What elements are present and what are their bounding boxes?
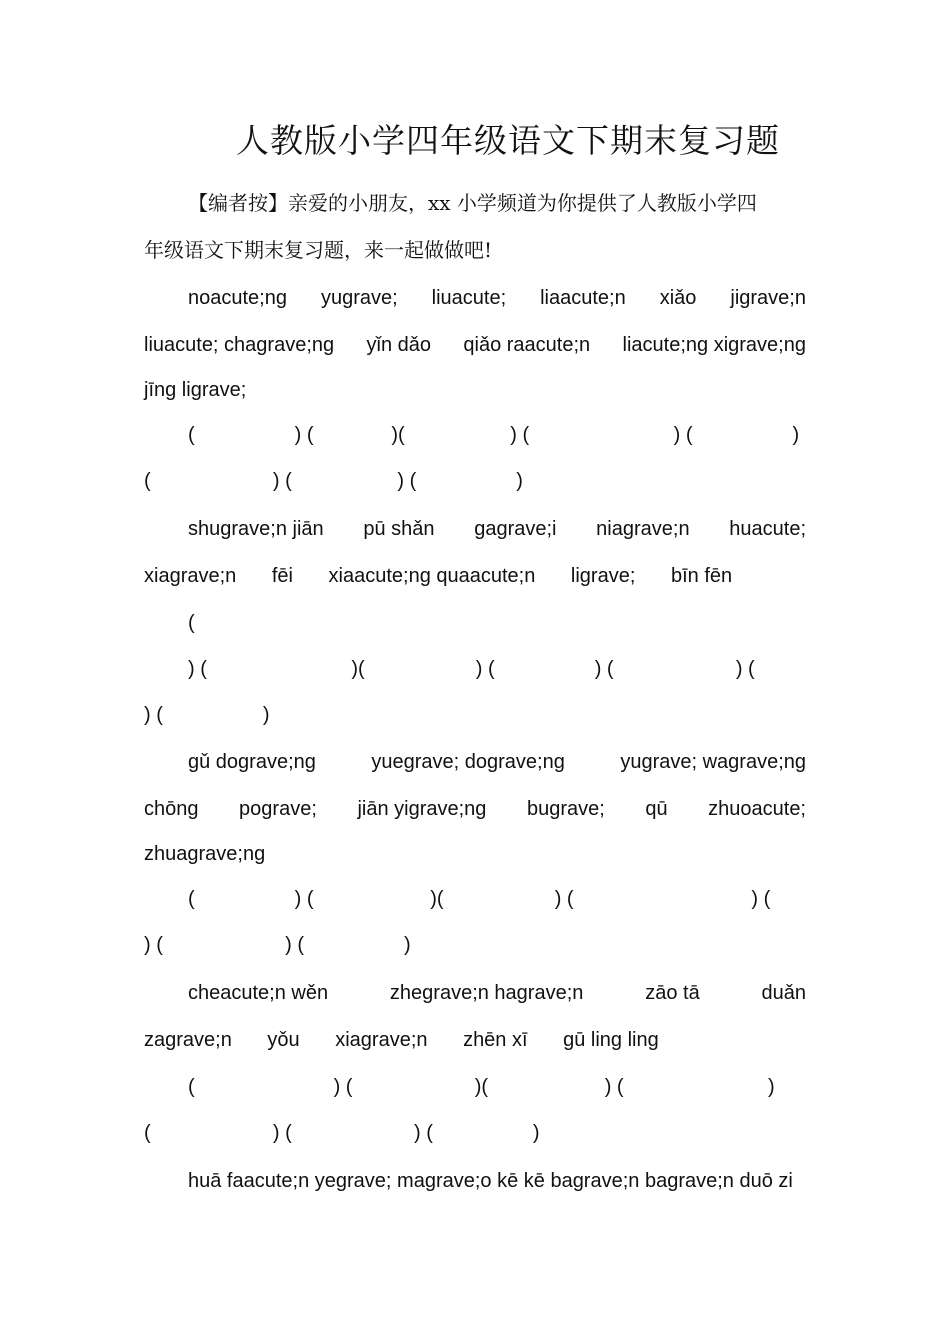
pinyin-word: zagrave;n bbox=[144, 1029, 232, 1051]
pinyin-line: huā faacute;n yegrave; magrave;o kē kē bagrave;n bagrave;n duō zi bbox=[188, 1170, 793, 1192]
pinyin-word: jīng ligrave; bbox=[144, 379, 247, 401]
pinyin-line bbox=[144, 283, 806, 313]
pinyin-word: yugrave; wagrave;ng bbox=[620, 751, 806, 773]
pinyin-word: yugrave; bbox=[320, 287, 398, 309]
pinyin-word: pograve; bbox=[239, 798, 317, 820]
pinyin-word: gū ling ling bbox=[563, 1029, 659, 1051]
pinyin-word: zhēn xī bbox=[463, 1029, 528, 1051]
pinyin-word: yǒu bbox=[267, 1029, 300, 1051]
pinyin-line bbox=[144, 794, 806, 824]
pinyin-word: pū shǎn bbox=[363, 518, 435, 540]
pinyin-word: jiān yigrave;ng bbox=[357, 798, 487, 820]
pinyin-word: zhuagrave;ng bbox=[144, 843, 266, 865]
pinyin-word: bugrave; bbox=[526, 798, 605, 820]
page-title: 人教版小学四年级语文下期末复习题 bbox=[236, 121, 780, 160]
pinyin-word: yuegrave; dograve;ng bbox=[371, 751, 565, 773]
pinyin-word: qiǎo raacute;n bbox=[463, 334, 591, 356]
pinyin-word: xiǎo bbox=[659, 287, 697, 309]
pinyin-word: liuacute; chagrave;ng bbox=[144, 334, 335, 356]
pinyin-word: gǔ dograve;ng bbox=[188, 751, 316, 773]
pinyin-word: chōng bbox=[144, 798, 199, 820]
pinyin-word: bīn fēn bbox=[670, 565, 733, 587]
pinyin-word: fēi bbox=[271, 565, 293, 587]
pinyin-word: yǐn dǎo bbox=[366, 334, 432, 356]
pinyin-word: duǎn bbox=[761, 982, 806, 1004]
pinyin-word: xiagrave;n bbox=[144, 565, 237, 587]
pinyin-line bbox=[144, 330, 806, 360]
pinyin-word: liacute;ng xigrave;ng bbox=[622, 334, 806, 356]
pinyin-word: cheacute;n wěn bbox=[188, 982, 329, 1004]
answer-blanks: ) ( ) ( ) bbox=[144, 934, 411, 956]
pinyin-word: huacute; bbox=[729, 518, 806, 540]
pinyin-word: liaacute;n bbox=[540, 287, 626, 309]
pinyin-word: niagrave;n bbox=[596, 518, 690, 540]
answer-blanks: ( bbox=[188, 612, 195, 634]
pinyin-word: liuacute; bbox=[431, 287, 507, 309]
pinyin-line bbox=[144, 839, 806, 869]
answer-blanks: ( ) ( )( ) ( ) ( ) bbox=[188, 424, 800, 446]
answer-blanks: ) ( )( ) ( ) ( ) ( bbox=[188, 658, 755, 680]
pinyin-word: shugrave;n jiān bbox=[188, 518, 324, 540]
pinyin-line bbox=[144, 747, 806, 777]
pinyin-word: gagrave;i bbox=[474, 518, 557, 540]
pinyin-line bbox=[144, 978, 806, 1008]
answer-blanks: ( ) ( )( ) ( ) ( bbox=[188, 888, 771, 910]
pinyin-word: zāo tā bbox=[645, 982, 700, 1004]
pinyin-word: noacute;ng bbox=[188, 287, 287, 309]
pinyin-word: zhuoacute; bbox=[708, 798, 806, 820]
pinyin-line bbox=[144, 1025, 806, 1055]
pinyin-word: xiagrave;n bbox=[335, 1029, 428, 1051]
intro-line-2: 年级语文下期末复习题，来一起做做吧! bbox=[144, 238, 493, 262]
pinyin-word: qū bbox=[645, 798, 668, 820]
answer-blanks: ( ) ( )( ) ( ) bbox=[188, 1076, 775, 1098]
pinyin-word: xiaacute;ng quaacute;n bbox=[328, 565, 536, 587]
pinyin-word: jigrave;n bbox=[730, 287, 806, 309]
answer-blanks: ( ) ( ) ( ) bbox=[144, 470, 523, 492]
pinyin-line bbox=[144, 375, 806, 405]
pinyin-line bbox=[144, 514, 806, 544]
pinyin-line bbox=[144, 561, 806, 591]
pinyin-word: zhegrave;n hagrave;n bbox=[389, 982, 584, 1004]
answer-blanks: ( ) ( ) ( ) bbox=[144, 1122, 540, 1144]
answer-blanks: ) ( ) bbox=[144, 704, 270, 726]
intro-line-1: 【编者按】亲爱的小朋友，xx 小学频道为你提供了人教版小学四 bbox=[188, 191, 757, 215]
pinyin-word: ligrave; bbox=[570, 565, 636, 587]
